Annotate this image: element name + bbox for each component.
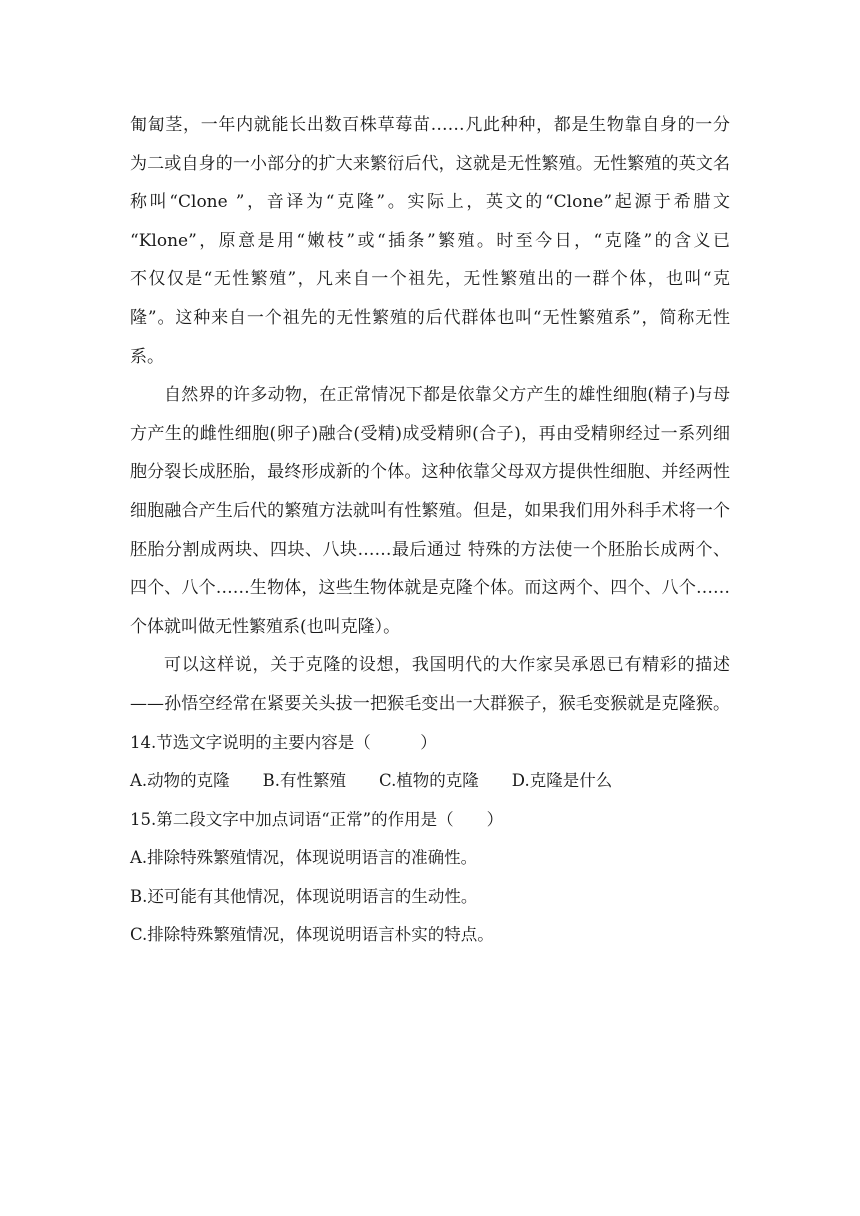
option-b: B.还可能有其他情况，体现说明语言的生动性。 bbox=[130, 886, 478, 906]
paragraph-3 bbox=[130, 652, 730, 729]
paragraph-line: 方产生的雌性细胞(卵子)融合(受精)成受精卵(合子)，再由受精卵经过一系列细 bbox=[130, 423, 730, 444]
paragraph-1 bbox=[130, 112, 730, 382]
paragraph-line: 不仅仅是“无性繁殖”，凡来自一个祖先，无性繁殖出的一群个体，也叫“克 bbox=[130, 269, 730, 290]
document-page bbox=[130, 112, 730, 961]
paragraph-line: 隆”。这种来自一个祖先的无性繁殖的后代群体也叫“无性繁殖系”，简称无性 bbox=[130, 307, 730, 328]
question-15 bbox=[130, 807, 730, 961]
paragraph-line: ——孙悟空经常在紧要关头拔一把猴毛变出一大群猴子，猴毛变猴就是克隆猴。 bbox=[130, 693, 730, 714]
paragraph-line: 四个、八个……生物体，这些生物体就是克隆个体。而这两个、四个、八个…… bbox=[130, 578, 730, 599]
option-a: A.排除特殊繁殖情况，体现说明语言的准确性。 bbox=[130, 848, 478, 868]
question-options: A.动物的克隆 B.有性繁殖 C.植物的克隆 D.克隆是什么 bbox=[130, 771, 613, 791]
paragraph-line: 匍匐茎，一年内就能长出数百株草莓苗……凡此种种，都是生物靠自身的一分 bbox=[130, 115, 730, 135]
question-14 bbox=[130, 730, 730, 807]
paragraph-line: “Klone”，原意是用“嫩枝”或“插条”繁殖。时至今日，“克隆”的含义已 bbox=[130, 230, 730, 251]
paragraph-line: 个体就叫做无性繁殖系(也叫克隆）。 bbox=[130, 616, 401, 637]
question-stem: 15.第二段文字中加点词语“正常”的作用是（ ） bbox=[130, 809, 504, 829]
paragraph-line: 系。 bbox=[130, 346, 164, 367]
paragraph-2 bbox=[130, 382, 730, 652]
paragraph-line: 为二或自身的一小部分的扩大来繁衍后代，这就是无性繁殖。无性繁殖的英文名 bbox=[130, 153, 730, 174]
paragraph-line: 细胞融合产生后代的繁殖方法就叫有性繁殖。但是，如果我们用外科手术将一个 bbox=[130, 500, 730, 521]
question-stem: 14.节选文字说明的主要内容是（ ） bbox=[130, 732, 437, 752]
paragraph-line: 胚胎分割成两块、四块、八块……最后通过 特殊的方法使一个胚胎长成两个、 bbox=[130, 539, 730, 560]
option-c: C.排除特殊繁殖情况，体现说明语言朴实的特点。 bbox=[130, 925, 494, 945]
paragraph-line: 称叫“Clone ”，音译为“克隆”。实际上，英文的“Clone”起源于希腊文 bbox=[130, 192, 730, 213]
paragraph-line: 自然界的许多动物，在正常情况下都是依靠父方产生的雄性细胞(精子)与母 bbox=[164, 385, 730, 406]
paragraph-line: 可以这样说，关于克隆的设想，我国明代的大作家吴承恩已有精彩的描述 bbox=[164, 655, 730, 676]
paragraph-line: 胞分裂长成胚胎，最终形成新的个体。这种依靠父母双方提供性细胞、并经两性 bbox=[130, 462, 730, 483]
